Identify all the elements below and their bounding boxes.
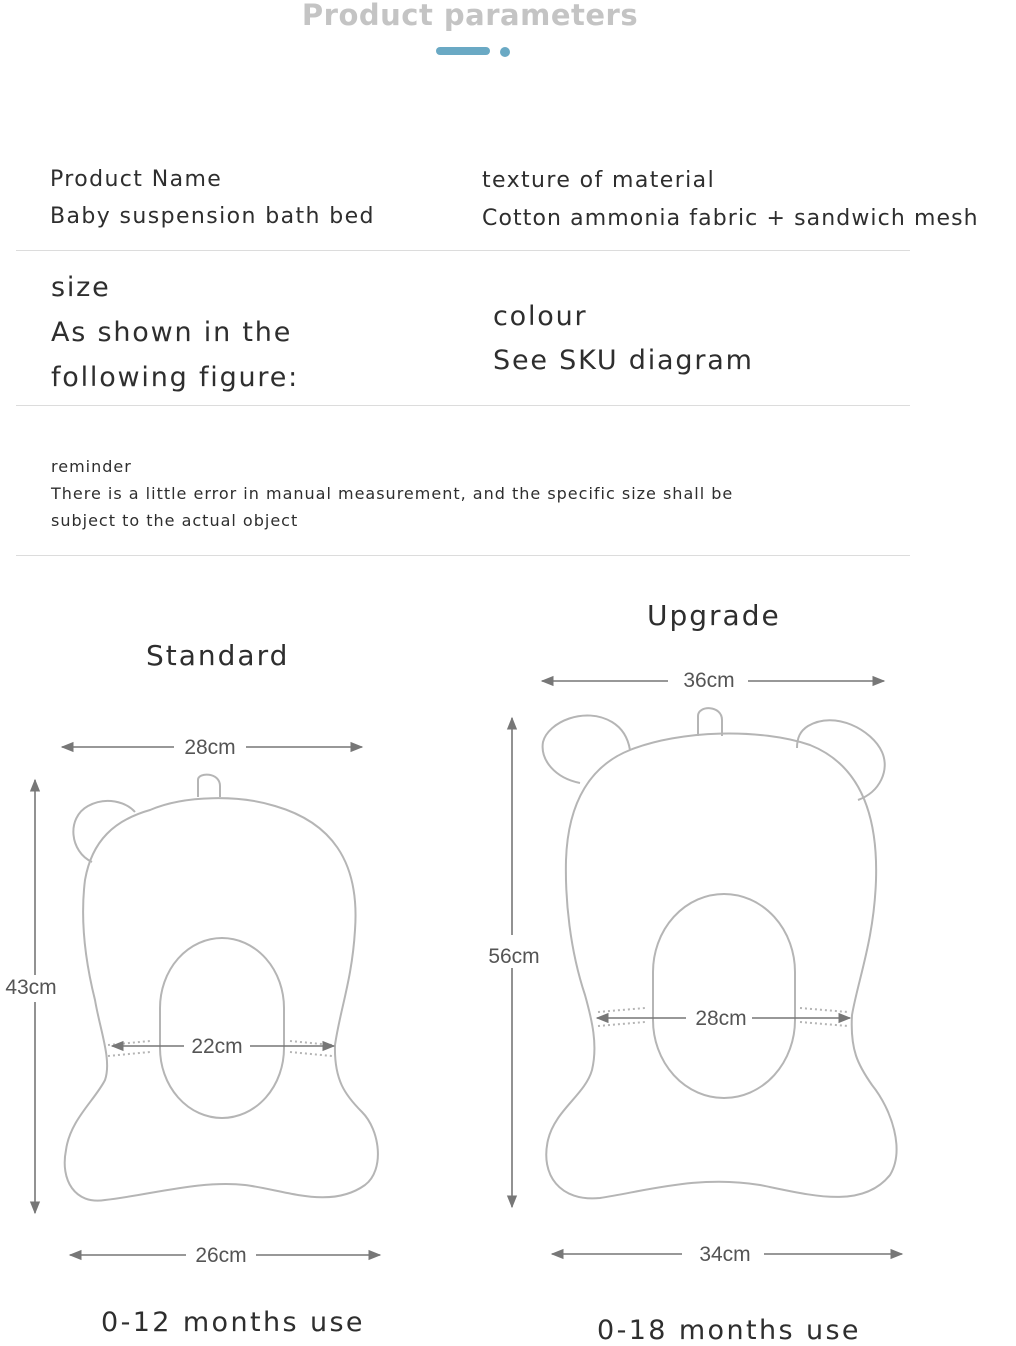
material-value: Cotton ammonia fabric + sandwich mesh <box>482 206 979 231</box>
upgrade-diagram <box>543 708 897 1198</box>
upgrade-body-outline <box>546 734 896 1199</box>
page-title: Product parameters <box>301 0 639 32</box>
colour-label: colour <box>493 301 588 332</box>
standard-inner-oval <box>160 938 284 1118</box>
upgrade-waist: 28cm <box>695 1007 747 1030</box>
colour-value: See SKU diagram <box>493 345 754 376</box>
reminder-label: reminder <box>51 457 132 476</box>
reminder-line1: There is a little error in manual measurement, and the specific size shall be <box>51 484 734 503</box>
standard-top-width: 28cm <box>184 736 236 759</box>
material-label: texture of material <box>482 168 716 193</box>
standard-ear <box>73 801 135 862</box>
upgrade-hook <box>698 708 722 736</box>
upgrade-right-ear <box>797 720 885 800</box>
size-value-line2: following figure: <box>51 362 300 393</box>
upgrade-title: Upgrade <box>647 599 781 632</box>
reminder-line2: subject to the actual object <box>51 511 299 530</box>
upgrade-usage: 0-18 months use <box>597 1315 861 1346</box>
upgrade-bottom-width: 34cm <box>699 1243 751 1266</box>
standard-waist: 22cm <box>191 1035 243 1058</box>
standard-height: 43cm <box>5 976 57 999</box>
standard-body-outline <box>65 798 378 1200</box>
upgrade-inner-oval <box>653 894 795 1098</box>
standard-usage: 0-12 months use <box>101 1307 365 1338</box>
standard-diagram <box>65 775 378 1201</box>
standard-dimension-lines <box>35 747 380 1255</box>
upgrade-height: 56cm <box>488 945 540 968</box>
standard-title: Standard <box>146 639 290 672</box>
product-name-label: Product Name <box>50 167 223 192</box>
upgrade-left-ear <box>543 715 630 783</box>
size-value-line1: As shown in the <box>51 317 293 348</box>
standard-bottom-width: 26cm <box>195 1244 247 1267</box>
size-label: size <box>51 272 111 303</box>
upgrade-top-width: 36cm <box>683 669 735 692</box>
product-name-value: Baby suspension bath bed <box>50 204 375 229</box>
standard-hook <box>198 775 220 797</box>
